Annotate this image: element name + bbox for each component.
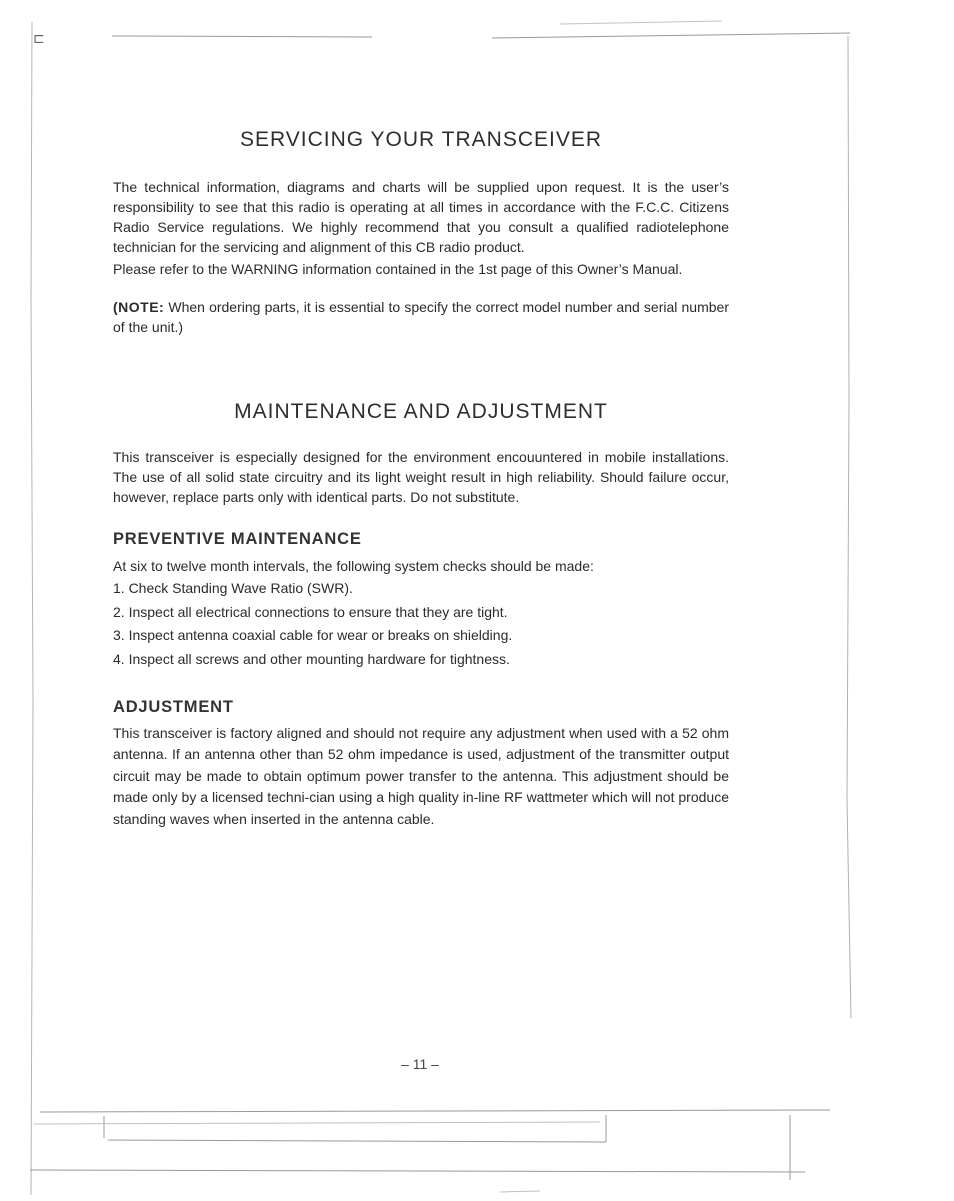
preventive-intro: At six to twelve month intervals, the following system checks should be made: [113,558,594,574]
note-text: When ordering parts, it is essential to specify the correct model number and serial number of the unit.) [113,299,729,335]
adjustment-paragraph: This transceiver is factory aligned and should not require any adjustment when used with a 52 ohm antenna. If an antenna other than 52 ohm impedance is used, adjustment of the transmitter output circuit may be made to obtain optimum power transfer to the antenna. This adjustment should be made only by a licensed techni-cian using a high quality in-line RF wattmeter which will not produce standing waves when inserted in the antenna cable. [113,725,729,827]
servicing-paragraph-1: The technical information, diagrams and charts will be supplied upon request. It is the user’s responsibility to see that this radio is operating at all times in accordance with the F.C.C. Citizens Radio Service regulations. We highly recommend that you consult a qualified radiotelephone technician for the servicing and alignment of this CB radio product. [113,179,729,255]
preventive-checklist [113,577,729,671]
maintenance-paragraph: This transceiver is especially designed for the environment encouuntered in mobile installations. The use of all solid state circuitry and its light weight result in high reliability. Should failure occur, however, replace parts only with identical parts. Do not substitute. [113,449,729,505]
note-label: (NOTE: [113,299,165,315]
servicing-title: SERVICING YOUR TRANSCEIVER [239,128,603,151]
servicing-note [113,297,729,337]
preventive-maintenance-title: PREVENTIVE MAINTENANCE [113,530,362,548]
maintenance-title: MAINTENANCE AND ADJUSTMENT [234,400,608,423]
corner-mark: ⊏ [33,30,45,46]
adjustment-title: ADJUSTMENT [113,698,234,716]
list-item: 1. Check Standing Wave Ratio (SWR). [113,580,353,596]
list-item: 2. Inspect all electrical connections to ensure that they are tight. [113,603,508,620]
page-content [113,125,729,830]
page-number: – 11 – [401,1056,439,1072]
list-item: 4. Inspect all screws and other mounting hardware for tightness. [113,650,510,667]
list-item: 3. Inspect antenna coaxial cable for wear or breaks on shielding. [113,627,513,643]
servicing-paragraph-2: Please refer to the WARNING information contained in the 1st page of this Owner’s Manual. [113,261,683,277]
